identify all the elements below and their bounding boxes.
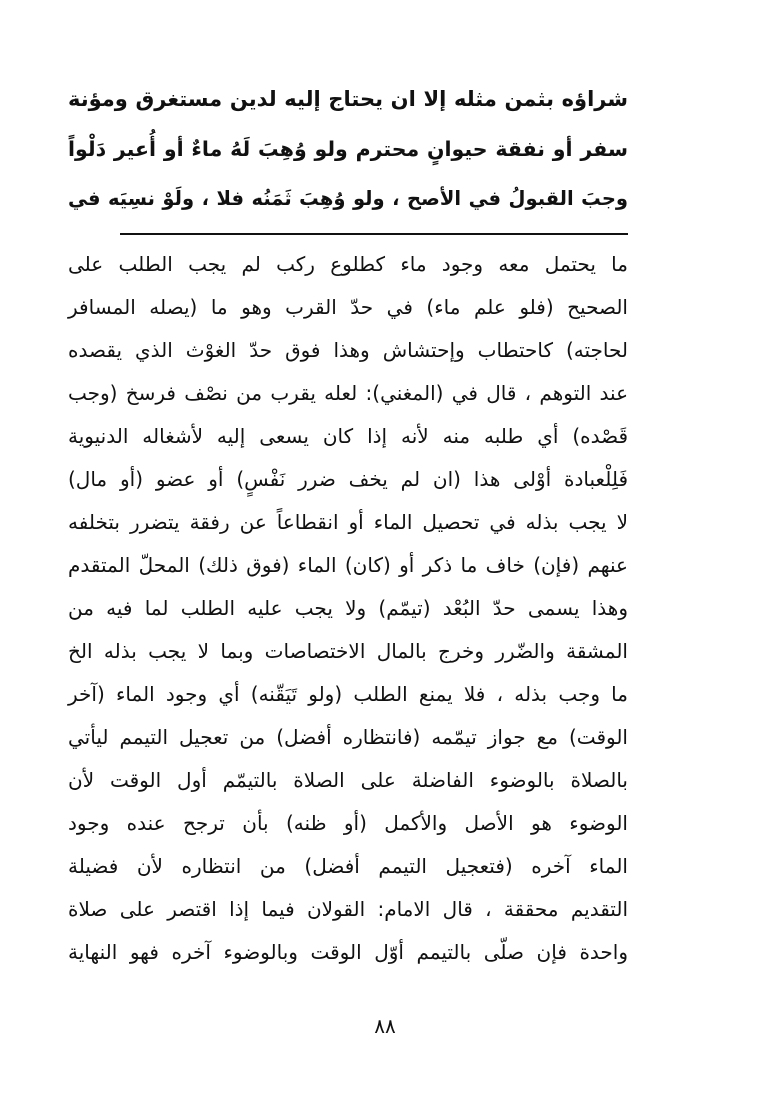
commentary-line-13: بالصلاة بالوضوء الفاضلة على الصلاة بالتيمّم أول الوقت لأن (68, 768, 628, 792)
commentary-line-14: الوضوء هو الأصل والأكمل (أو ظنه) بأن ترجح عنده وجود (68, 811, 628, 835)
commentary-line-7: لا يجب بذله في تحصيل الماء أو انقطاعاً عن رفقة يتضرر بتخلفه (68, 510, 628, 534)
page-number: ٨٨ (374, 1014, 396, 1038)
commentary-line-4: عند التوهم ، قال في (المغني): لعله يقرب من نصْف فرسخ (وجب (68, 381, 628, 405)
commentary-line-6: فَلِلْعبادة أوْلى هذا (ان لم يخف ضرر نَفْسٍ) أو عضو (أو مال) (68, 467, 628, 491)
main-text-line-3: وجبَ القبولُ في الأصح ، ولو وُهِبَ ثَمَنُه فلا ، ولَوْ نسِيَه في (68, 187, 628, 210)
commentary-line-16: التقديم محققة ، قال الامام: القولان فيما إذا اقتصر على صلاة (68, 897, 628, 921)
commentary-line-9: وهذا يسمى حدّ البُعْد (تيمّم) ولا يجب عليه الطلب لما فيه من (68, 596, 628, 620)
main-text-line-1: شراؤه بثمن مثله إلا ان يحتاج إليه لدين مستغرق ومؤنة (68, 87, 628, 111)
commentary-line-5: قَصْده) أي طلبه منه لأنه إذا كان يسعى إليه لأشغاله الدنيوية (68, 424, 628, 448)
commentary-line-11: ما وجب بذله ، فلا يمنع الطلب (ولو تَيَقّنه) أي وجود الماء (آخر (68, 682, 628, 706)
commentary-line-8: عنهم (فإن) خاف ما ذكر أو (كان) الماء (فوق ذلك) المحلّ المتقدم (68, 553, 628, 577)
commentary-line-10: المشقة والضّرر وخرج بالمال الاختصاصات وبما لا يجب بذله الخ (68, 639, 628, 663)
commentary-line-15: الماء آخره (فتعجيل التيمم أفضل) من انتظاره لأن فضيلة (68, 854, 628, 878)
commentary-line-2: الصحيح (فلو علم ماء) في حدّ القرب وهو ما (يصله المسافر (68, 295, 628, 319)
footnote-divider (120, 233, 628, 235)
main-text-line-2: سفر أو نفقة حيوانٍ محترم ولو وُهِبَ لَهُ ماءٌ أو أُعير دَلْواً (68, 137, 628, 161)
commentary-line-3: لحاجته) كاحتطاب وإحتشاش وهذا فوق حدّ الغوْث الذي يقصده (68, 338, 628, 362)
commentary-line-17: واحدة فإن صلّى بالتيمم أوّل الوقت وبالوضوء آخره فهو النهاية (68, 940, 628, 964)
commentary-line-12: الوقت) مع جواز تيمّمه (فانتظاره أفضل) من تعجيل التيمم ليأتي (68, 725, 628, 749)
commentary-line-1: ما يحتمل معه وجود ماء كطلوع ركب لم يجب الطلب على (68, 252, 628, 276)
